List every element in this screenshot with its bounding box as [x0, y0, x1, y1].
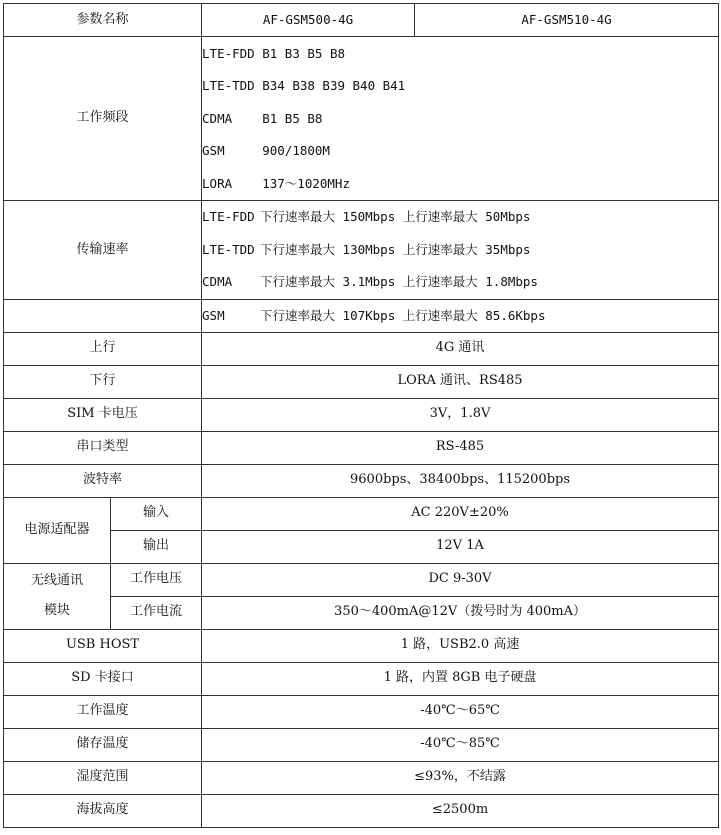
- serial-label: 串口类型: [4, 431, 202, 464]
- wireless-label-line: 无线通讯: [30, 573, 83, 588]
- baud-value: 9600bps、38400bps、115200bps: [202, 464, 719, 497]
- model-b-header: AF-GSM510-4G: [415, 4, 719, 37]
- usb-value: 1 路，USB2.0 高速: [202, 629, 719, 662]
- empty-cell: [4, 299, 202, 332]
- power-input-label: 输入: [111, 497, 202, 530]
- usb-label: USB HOST: [4, 629, 202, 662]
- rate-text: 下行速率最大 107Kbps 上行速率最大 85.6Kbps: [260, 307, 546, 323]
- wireless-current-value: 350～400mA@12V（拨号时为 400mA）: [202, 596, 719, 629]
- wireless-voltage-row: [4, 563, 719, 596]
- rate-prefix: LTE-FDD: [202, 209, 255, 225]
- power-input-value: AC 220V±20%: [202, 497, 719, 530]
- freq-label: 工作频段: [4, 37, 202, 201]
- rate-values: [202, 201, 719, 300]
- wireless-label: [4, 563, 111, 629]
- st-temp-row: [4, 728, 719, 761]
- wireless-current-row: [4, 596, 719, 629]
- sim-row: [4, 398, 719, 431]
- power-output-value: 12V 1A: [202, 530, 719, 563]
- freq-row: [4, 37, 719, 201]
- rate-gsm-row: [4, 299, 719, 332]
- serial-value: RS-485: [202, 431, 719, 464]
- altitude-value: ≤2500m: [202, 794, 719, 827]
- sd-value: 1 路，内置 8GB 电子硬盘: [202, 662, 719, 695]
- freq-line: LTE-FDD B1 B3 B5 B8: [202, 45, 346, 61]
- freq-line: GSM 900/1800M: [202, 143, 330, 159]
- altitude-row: [4, 794, 719, 827]
- rate-line: [202, 266, 718, 299]
- sim-value: 3V，1.8V: [202, 398, 719, 431]
- rate-prefix: GSM: [202, 307, 225, 323]
- uplink-row: [4, 332, 719, 365]
- wireless-voltage-label: 工作电压: [111, 563, 202, 596]
- rate-prefix: CDMA: [202, 274, 233, 290]
- baud-label: 波特率: [4, 464, 202, 497]
- st-temp-label: 储存温度: [4, 728, 202, 761]
- downlink-value: LORA 通讯、RS485: [202, 365, 719, 398]
- power-input-row: [4, 497, 719, 530]
- power-label: 电源适配器: [4, 497, 111, 563]
- op-temp-row: [4, 695, 719, 728]
- sd-row: [4, 662, 719, 695]
- rate-text: 下行速率最大 3.1Mbps 上行速率最大 1.8Mbps: [260, 274, 538, 290]
- rate-line: [202, 201, 718, 234]
- uplink-label: 上行: [4, 332, 202, 365]
- sim-label: SIM 卡电压: [4, 398, 202, 431]
- rate-label: 传输速率: [4, 201, 202, 300]
- model-a-header: AF-GSM500-4G: [202, 4, 415, 37]
- freq-values: [202, 37, 719, 201]
- serial-row: [4, 431, 719, 464]
- rate-line: [202, 234, 718, 267]
- wireless-label-line: 模块: [43, 603, 70, 618]
- op-temp-label: 工作温度: [4, 695, 202, 728]
- humidity-row: [4, 761, 719, 794]
- header-row: [4, 4, 719, 37]
- power-output-row: [4, 530, 719, 563]
- rate-gsm-value: [202, 299, 719, 332]
- wireless-current-label: 工作电流: [111, 596, 202, 629]
- freq-line: LORA 137～1020MHz: [202, 175, 350, 191]
- downlink-label: 下行: [4, 365, 202, 398]
- downlink-row: [4, 365, 719, 398]
- op-temp-value: -40℃～65℃: [202, 695, 719, 728]
- usb-row: [4, 629, 719, 662]
- uplink-value: 4G 通讯: [202, 332, 719, 365]
- altitude-label: 海拔高度: [4, 794, 202, 827]
- param-name-header: 参数名称: [4, 4, 202, 37]
- freq-line: LTE-TDD B34 B38 B39 B40 B41: [202, 78, 406, 94]
- freq-line: CDMA B1 B5 B8: [202, 110, 323, 126]
- power-output-label: 输出: [111, 530, 202, 563]
- st-temp-value: -40℃～85℃: [202, 728, 719, 761]
- rate-line: [202, 300, 718, 331]
- rate-text: 下行速率最大 150Mbps 上行速率最大 50Mbps: [260, 209, 531, 225]
- humidity-label: 湿度范围: [4, 761, 202, 794]
- rate-row: [4, 201, 719, 300]
- wireless-voltage-value: DC 9-30V: [202, 563, 719, 596]
- rate-text: 下行速率最大 130Mbps 上行速率最大 35Mbps: [260, 241, 531, 257]
- spec-table: [3, 3, 719, 828]
- sd-label: SD 卡接口: [4, 662, 202, 695]
- baud-row: [4, 464, 719, 497]
- rate-prefix: LTE-TDD: [202, 241, 255, 257]
- humidity-value: ≤93%，不结露: [202, 761, 719, 794]
